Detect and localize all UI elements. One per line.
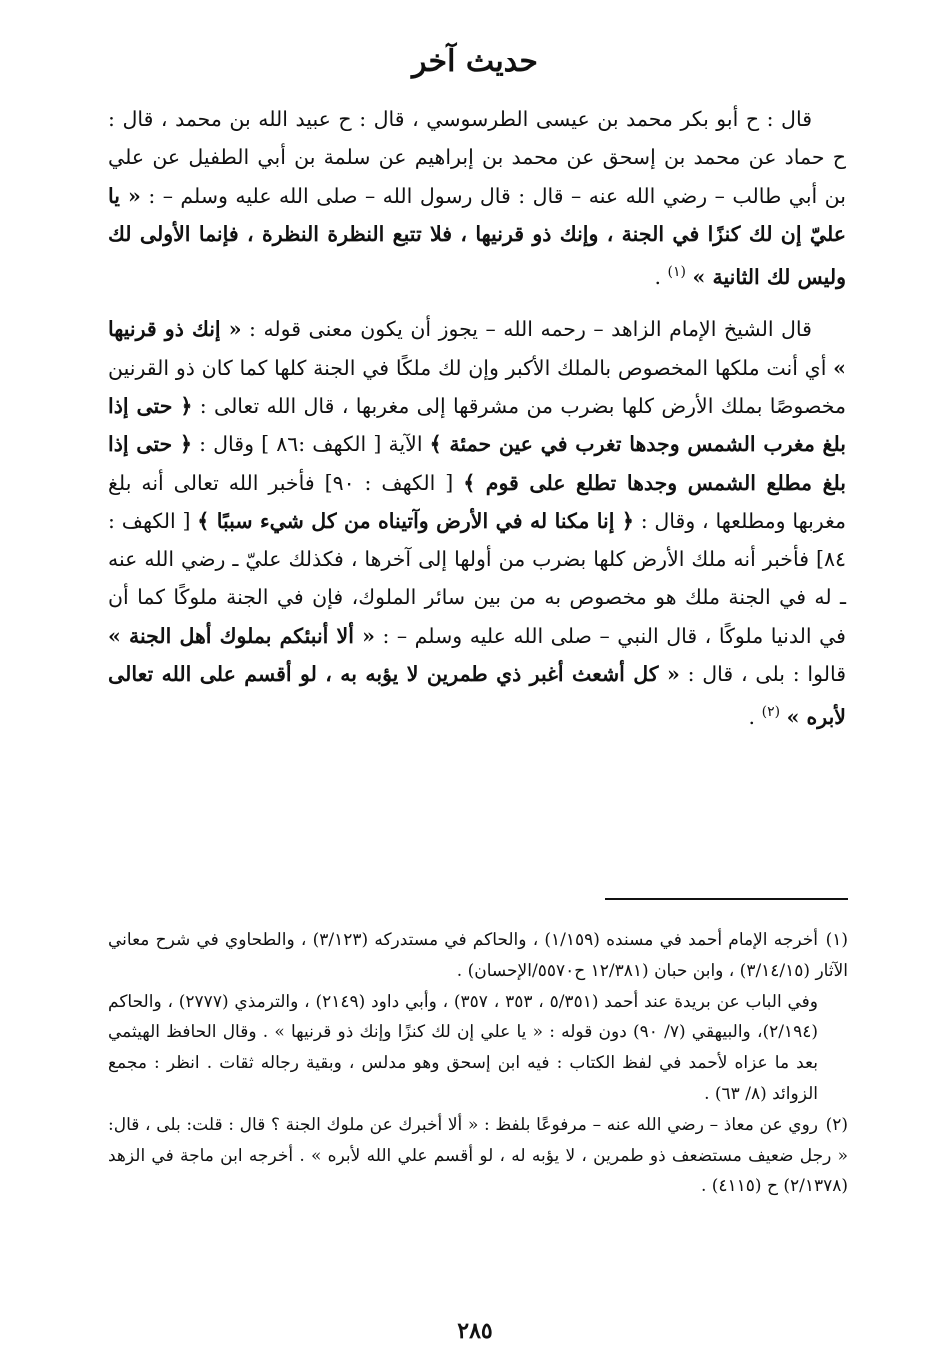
footnote-1 [108,925,848,987]
sentence-end: . [654,265,661,290]
footnote-2-number: (٢) [825,1114,848,1135]
page-number: ٢٨٥ [457,1318,493,1344]
footnote-1-number: (١) [825,930,848,950]
hadith-text: « يا عليّ إن لك كنزًا في الجنة ، وإنك ذو قرنيها ، فلا تتبع النظرة النظرة ، فإنما الأولى لك وليس لك الثانية » [108,183,846,290]
commentary-text-2: أي أنت ملكها المخصوص بالملك الأكبر وإن لك ملكًا في الجنة كلها كما كان ذو القرنين مخصوصًا بملك الأرض كلها بضرب من مشرقها إلى مغربها ، قال الله تعالى : [108,355,846,418]
footnote-1-continuation: وفي الباب عن بريدة عند أحمد (٥/٣٥١ ، ٣٥٣ ، ٣٥٧) ، وأبي داود (٢١٤٩) ، والترمذي (٢٧٧٧) ، والحاكم (٢/١٩٤)، والبيهقي (٧/ ٩٠) دون قوله : « يا علي إن لك كنزًا وإنك ذو قرنيها » . وقال الحافظ الهيثمي بعد ما عزاه لأحمد في لفظ الكتاب : فيه ابن إسحق وهو مدلس ، وبقية رجاله ثقات . انظر : مجمع الزوائد (٨/ ٦٣) . [108,991,819,1104]
paragraph-1 [108,100,846,296]
quran-verse-3: ﴿ إنا مكنا له في الأرض وآتيناه من كل شيء سببًا ﴾ [197,508,634,533]
quran-verse-1: ﴿ حتى إذا بلغ مغرب الشمس وجدها تغرب في عين حمئة ﴾ [108,393,846,457]
footnote-ref-2: (٢) [761,704,781,721]
footnote-separator [605,898,848,900]
paragraph-commentary [108,310,846,736]
footnotes [108,925,848,1202]
footnote-ref-1: (١) [667,264,686,281]
paragraph-isnad [108,100,846,296]
quran-verse-2: ﴿ حتى إذا بلغ مطلع الشمس وجدها تطلع على قوم ﴾ [108,432,846,495]
commentary-text-5: [ الكهف : ٨٤] فأخبر أنه ملك الأرض كلها بضرب من أولها إلى آخرها ، فكذلك عليّ ـ رضي الله عنه ـ له في الجنة ملك هو مخصوص به من بين سائر الملوك، فإن في الجنة ملوكًا كما أن في الدنيا ملوكًا ، قال النبي – صلى الله عليه وسلم – : [108,508,846,648]
commentary-text-6: قالوا : بلى ، قال : [687,661,846,686]
commentary-text-4: [ الكهف : ٩٠] فأخبر الله تعالى أنه بلغ مغربها ومطلعها ، وقال : [108,470,846,533]
commentary-text-1: قال الشيخ الإمام الزاهد – رحمه الله – يجوز أن يكون معنى قوله : [249,317,812,342]
chapter-title: حديث آخر [412,44,538,79]
footnote-1-text: أخرجه الإمام أحمد في مسنده (١/١٥٩) ، والحاكم في مستدركه (٣/١٢٣) ، والطحاوي في شرح معاني الآثار (٣/١٤/١٥) ، وابن حبان (١٢/٣٨١ ح٥٥٧٠/الإحسان) . [108,930,848,981]
footnote-2-text: روي عن معاذ – رضي الله عنه – مرفوعًا بلفظ : « ألا أخبرك عن ملوك الجنة ؟ قال : قلت: بلى ، قال: « رجل ضعيف مستضعف ذو طمرين ، لا يؤبه له ، لو أقسم علي الله لأبره » . أخرجه ابن ماجة في الزهد (٢/١٣٧٨) ح (٤١١٥) . [108,1114,848,1197]
main-text [108,100,846,736]
isnad-text: قال : ح أبو بكر محمد بن عيسى الطرسوسي ، قال : ح عبيد الله بن محمد ، قال : ح حماد عن محمد بن إسحق عن محمد بن إبراهيم عن سلمة بن أبي الطفيل عن علي بن أبي طالب – رضي الله عنه – قال : قال رسول الله – صلى الله عليه وسلم – : [108,107,846,208]
quote-1: « إنك ذو قرنيها » [108,317,846,380]
hadith-quote-2: « ألا أنبئكم بملوك أهل الجنة » [108,623,375,648]
sentence-end: . [748,705,756,730]
hadith-quote-3: « كل أشعث أغبر ذي طمرين لا يؤبه به ، لو أقسم على الله تعالى لأبره » [108,661,846,730]
footnote-2 [108,1110,848,1202]
paragraph-2 [108,310,846,736]
commentary-text-3: الآية [ الكهف :٨٦ ] وقال : [199,432,423,457]
